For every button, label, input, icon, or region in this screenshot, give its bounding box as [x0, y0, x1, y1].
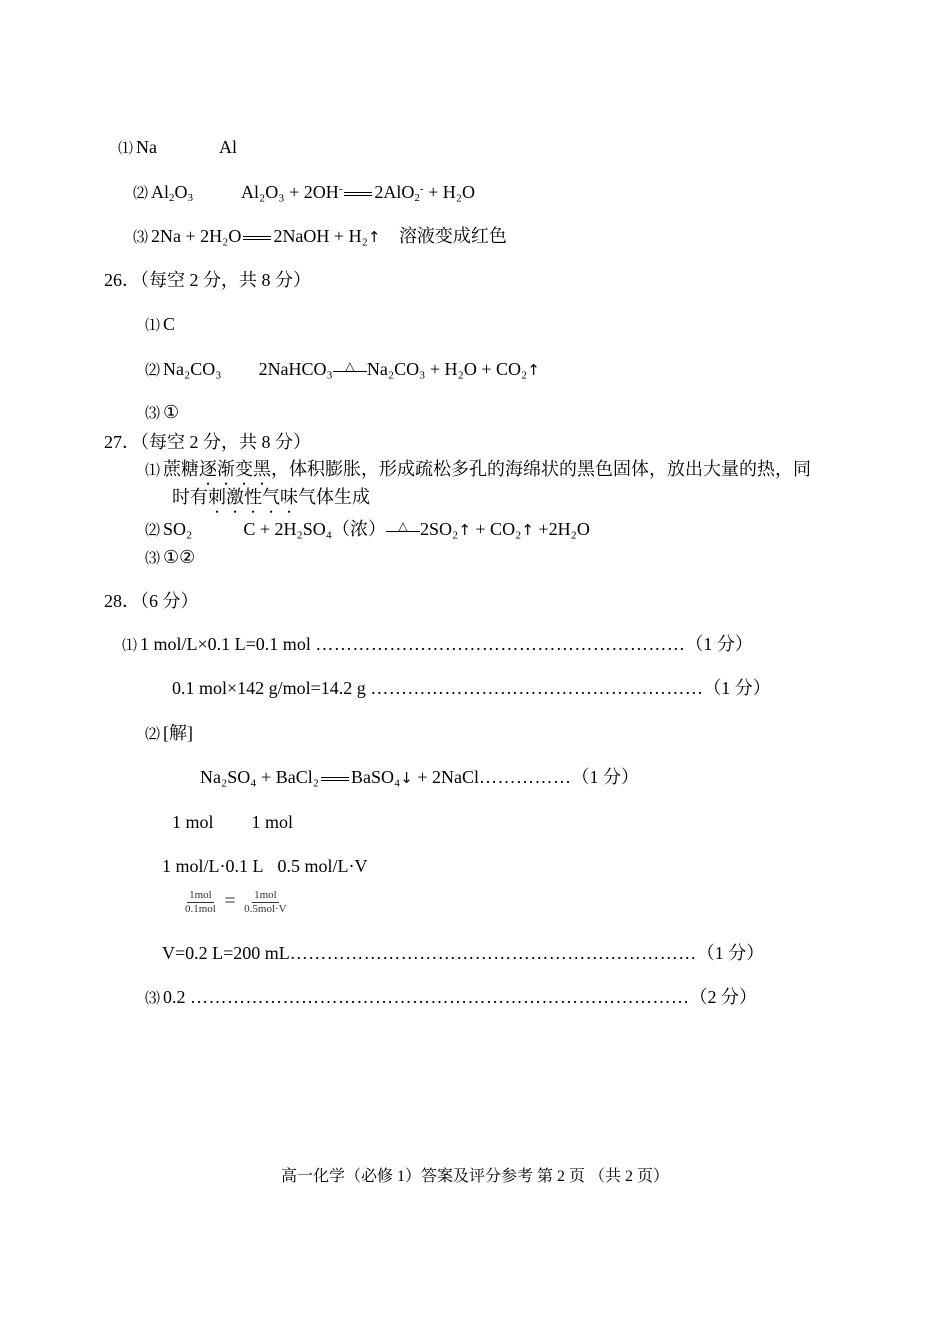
score: （1 分） — [571, 767, 639, 787]
q28-part1-line1: ⑴ 1 mol/L×0.1 L=0.1 mol ……………………………………………………（1 分） — [122, 634, 753, 654]
equation-rhs: 2AlO — [374, 182, 415, 202]
leader-dots: ……………………………………………………………………… — [190, 987, 690, 1007]
part-number: ⑵ — [133, 186, 149, 202]
q28-title: 28．（6 分） — [104, 591, 199, 611]
emphasized-text: 逐渐变黑 — [199, 459, 272, 479]
fraction: $\frac{\text{1mol}}{\text{0.5mol·V}}$ — [244, 889, 287, 916]
leader-dots: ……………………………………………… — [370, 678, 704, 698]
gas-arrow-icon: ↑ — [527, 361, 540, 379]
part-number: ⑴ — [122, 638, 138, 654]
q28-part1-line2: 0.1 mol×142 g/mol=14.2 g ………………………………………………（1 分） — [172, 678, 771, 698]
q25-part2: ⑵ $Al_2O_3$ Al₂O₃ + 2OH- 2AlO$_2$- + H₂O — [133, 182, 476, 204]
q28-part2-label: ⑵ [解] — [145, 723, 194, 743]
gas-arrow-icon: ↑ — [521, 521, 534, 539]
equals-sign — [319, 770, 351, 788]
part-number: ⑶ — [145, 991, 161, 1007]
q25-part3 — [133, 224, 507, 250]
q27-title: 27．（每空 2 分，共 8 分） — [104, 432, 311, 452]
q27-part1-line2: 时有刺激性气味气体生成 — [172, 487, 370, 507]
leader-dots: …………………………………………………… — [315, 634, 686, 654]
leader-dots: ………………………………………………………… — [289, 943, 697, 963]
q26-part1 — [145, 312, 175, 338]
q26-title: 26．（每空 2 分，共 8 分） — [104, 270, 311, 290]
emphasized-text: 刺激性气味 — [208, 487, 298, 507]
part-number: ⑴ — [118, 141, 134, 157]
score: （1 分） — [685, 634, 753, 654]
equation-lhs: Na₂SO₄ + BaCl₂ — [200, 767, 319, 787]
q27-part3 — [145, 545, 195, 571]
fraction: $\frac{\text{1mol}}{\text{0.1mol}}$ — [185, 889, 216, 916]
equation-lhs: 2Na + 2H₂O — [151, 226, 242, 246]
answer-text: Al — [151, 182, 170, 202]
equals-sign — [241, 229, 273, 247]
part-number: ⑴ — [145, 318, 161, 334]
part-number: ⑵ — [145, 363, 161, 379]
leader-dots: …………… — [479, 767, 572, 787]
answer-text: Al — [219, 137, 238, 157]
heat-triangle-icon: △ — [398, 518, 408, 533]
equation-lhs: 2NaHCO₃ — [258, 359, 333, 379]
q28-equation: Na₂SO₄ + BaCl₂ BaSO₄↓ + 2NaCl……………（1 分） — [200, 767, 639, 787]
q27-part1-line1: ⑴ 蔗糖逐渐变黑，体积膨胀，形成疏松多孔的海绵状的黑色固体，放出大量的热，同 — [145, 459, 812, 479]
q28-proportion: $\frac{\text{1mol}}{\text{0.1mol}}$ = $\frac{\text{1mol}}{\text{0.5mol·V}}$ — [185, 889, 287, 916]
answer-text: C — [163, 314, 176, 334]
equation-rhs: Na₂CO₃ + H₂O + CO₂ — [366, 359, 528, 379]
equation-rhs: BaSO₄ — [350, 767, 401, 787]
score: （2 分） — [689, 987, 758, 1007]
part-number: ⑶ — [133, 230, 149, 246]
part-number: ⑴ — [145, 463, 161, 479]
heat-equals-sign — [333, 358, 367, 380]
heat-equals-sign — [386, 518, 420, 540]
q28-part3: ⑶ 0.2 ………………………………………………………………………（2 分） — [145, 987, 758, 1007]
part-number: ⑶ — [145, 406, 161, 422]
score: （1 分） — [703, 678, 771, 698]
page-footer: 高一化学（必修 1）答案及评分参考 第 2 页 （共 2 页） — [280, 1168, 669, 1185]
part-number: ⑵ — [145, 727, 161, 743]
part-number: ⑶ — [145, 551, 161, 567]
equation-lhs: Al₂O₃ + 2OH — [241, 182, 339, 202]
part-number: ⑵ — [145, 523, 161, 539]
q25-part1 — [118, 135, 237, 161]
answer-text: SO₂ — [163, 519, 193, 539]
gas-arrow-icon: ↑ — [458, 521, 471, 539]
q27-part2: ⑵ SO₂ C + 2H₂SO₄（浓） △ 2SO₂↑ + CO₂↑ +2H₂O — [145, 517, 590, 543]
answer-text: ①② — [163, 547, 196, 567]
equation-rhs: 2SO₂ — [420, 519, 459, 539]
heat-triangle-icon: △ — [345, 358, 355, 373]
q26-part2 — [145, 357, 540, 383]
equals-sign — [342, 185, 374, 203]
q28-amount-row: 1 mol/L·0.1 L 0.5 mol/L·V — [162, 856, 368, 876]
answer-text: Na₂CO₃ — [163, 359, 222, 379]
equation-lhs: C + 2H₂SO₄（浓） — [243, 519, 387, 539]
q26-part3 — [145, 400, 179, 426]
answer-text: ① — [163, 402, 180, 422]
precipitate-arrow-icon: ↓ — [400, 769, 413, 787]
answer-text: Na — [136, 137, 158, 157]
q28-result: V=0.2 L=200 mL…………………………………………………………（1 分） — [162, 943, 765, 963]
q28-mol-row: 1 mol 1 mol — [172, 812, 294, 832]
gas-arrow-icon: ↑ — [367, 228, 381, 246]
score: （1 分） — [696, 943, 765, 963]
equation-rhs: 2NaOH + H₂ — [273, 226, 368, 246]
answer-text: 溶液变成红色 — [398, 226, 507, 246]
